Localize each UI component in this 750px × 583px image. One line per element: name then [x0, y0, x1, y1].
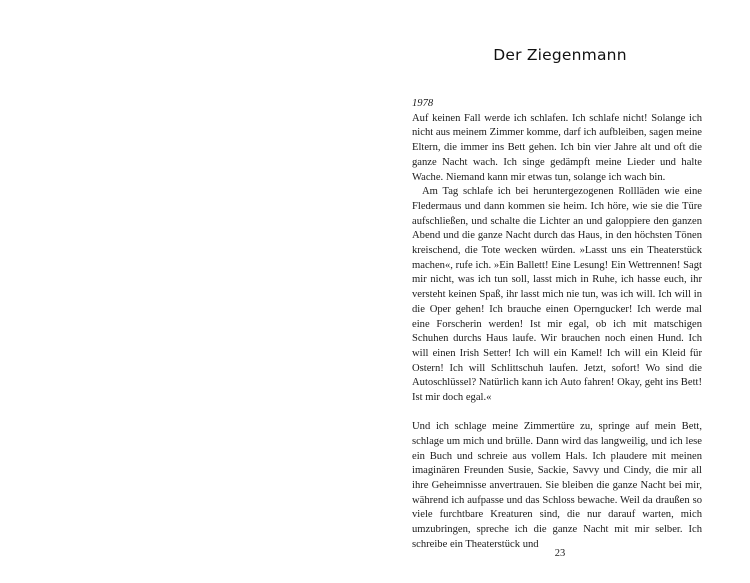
page-number: 23: [554, 548, 566, 559]
chapter-year: 1978: [412, 98, 434, 109]
chapter-title: Der Ziegenmann: [493, 46, 627, 64]
chapter-body: [412, 97, 702, 553]
paragraph-3: Und ich schlage meine Zimmertüre zu, springe auf mein Bett, schlage um mich und brülle. Dann wird das langweilig, und ich lese ein Buch und schreie aus vollem Hals. Ich plaudere mit meinen imaginären Freunden Susie, Sackie, Savvy und Cindy, die mir all ihre Geheimnisse anvertrauen. Sie bleiben die ganze Nacht bei mir, während ich aufpasse und das Schloss bewache. Weil da draußen so viele furchtbare Kreaturen sind, die nur darauf warten, mich umzubringen, spreche ich die ganze Nacht mit mir selber. Ich schreibe ein Theaterstück und: [412, 421, 702, 550]
section-break: [412, 406, 702, 421]
paragraph-1: Auf keinen Fall werde ich schlafen. Ich schlafe nicht! Solange ich nicht aus meinem Zimmer komme, darf ich aufbleiben, sagen meine Eltern, die immer ins Bett gehen. Ich bin vier Jahre alt und oft die ganze Nacht wach. Ich singe gedämpft meine Lieder und halte Wache. Niemand kann mir etwas tun, solange ich wach bin.: [412, 112, 702, 183]
paragraph-2: Am Tag schlafe ich bei heruntergezogenen Rollläden wie eine Fledermaus und dann kommen sie heim. Ich höre, wie sie die Türe aufschließen, und schalte die Lichter an und galoppiere den ganzen Abend und die ganze Nacht durch das Haus, in den höchsten Tönen kreischend, die Tote wecken würden. »Lasst uns ein Theaterstück machen«, rufe ich. »Ein Ballett! Eine Lesung! Ein Wettrennen! Sagt mir nicht, was ich tun soll, lasst mich in Ruhe, ich hasse euch, ihr versteht keinen Spaß, ihr lasst mich nie tun, was ich will. Ich will in die Oper gehen! Ich brauche einen Operngucker! Ich werde mal eine Forscherin werden! Ist mir egal, ob ich mit matschigen Schuhen durchs Haus laufe. Wir brauchen noch einen Hund. Ich will einen Irish Setter! Ich will ein Kamel! Ich will ein Kleid für Ostern! Ich will Schlittschuh laufen. Jetzt, sofort! Wo sind die Autoschlüssel? Natürlich kann ich Auto fahren! Okay, geht ins Bett! Ist mir doch egal.«: [412, 186, 702, 404]
